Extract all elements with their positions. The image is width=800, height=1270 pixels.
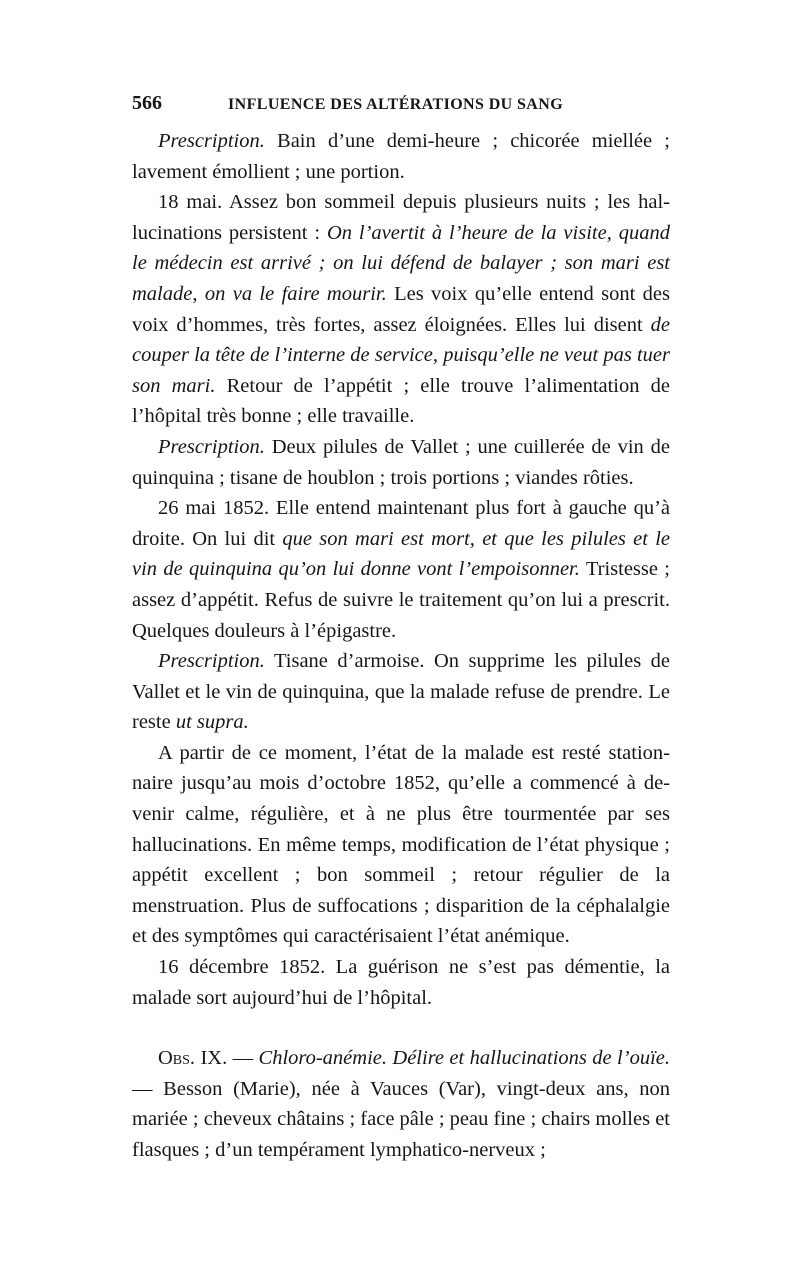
paragraph-16-decembre — [132, 952, 670, 1013]
text-segment: Les voix qu’elle entend sont des voix d’hommes, très fortes, assez éloignées. Elles lui disent — [132, 282, 670, 336]
running-title: INFLUENCE DES ALTÉRATIONS DU SANG — [228, 96, 564, 113]
text-segment: Chloro-anémie. Délire et hallucinations de l’ouïe. — [258, 1047, 670, 1070]
text-segment: Deux pilules de Vallet ; une cuillerée de vin de quinquina ; tisane de houblon ; trois portions ; viandes rôties. — [132, 435, 670, 489]
text-segment: Tisane d’armoise. On supprime les pilules de Vallet et le vin de quinquina, que la malade refuse de prendre. Le reste — [132, 650, 670, 734]
text-segment: de couper la tête de l’interne de service, puisqu’elle ne veut pas tuer son mari. — [132, 313, 670, 397]
text-segment: Retour de l’appétit ; elle trouve l’alimentation de l’hôpital très bonne ; elle travaille. — [132, 374, 670, 428]
text-segment: Prescription. — [158, 650, 265, 673]
paragraph-18-mai — [132, 187, 670, 432]
book-page — [132, 92, 670, 1166]
paragraph-a-partir — [132, 738, 670, 952]
text-segment: ut supra. — [175, 711, 249, 734]
text-segment: Prescription. — [158, 435, 265, 458]
text-segment: on va le faire mourir. — [204, 282, 387, 305]
text-segment: A partir de ce moment, l’état de la malade est resté stationnaire jusqu’au mois d’octobre 1852, qu’elle a commencé à devenir calme, régulière, et à ne plus être tourmentée par ses hallucinations. En même temps, modification de l’état physique ; appétit excellent ; bon sommeil ; retour régulier de la menstruation. Plus de suffocations ; disparition de la céphalalgie et des symptômes qui caractérisaient l’état anémique. — [132, 741, 670, 948]
paragraph-observation-ix — [132, 1043, 670, 1165]
text-segment: — Besson (Marie), née à Vauces (Var), vingt-deux ans, non mariée ; cheveux châtains ; face pâle ; peau fine ; chairs molles et flasques ; d’un tempérament lymphatico-nerveux ; — [132, 1077, 670, 1161]
paragraph-26-mai — [132, 493, 670, 646]
paragraph-prescription-1 — [132, 126, 670, 187]
text-segment: que son mari est mort, et que les pilules et le vin de quinquina qu’on lui donne vont l’empoisonner. — [132, 527, 670, 581]
running-head — [132, 92, 670, 122]
text-segment — [197, 283, 204, 305]
text-segment: 26 mai 1852. Elle entend maintenant plus fort à gauche qu’à droite. On lui dit — [132, 497, 670, 550]
text-segment: 16 décembre 1852. La guérison ne s’est pas démentie, la malade sort aujourd’hui de l’hôpital. — [132, 956, 670, 1009]
text-segment: Bain d’une demi-heure ; chicorée miellée ; lavement émollient ; une portion. — [132, 130, 670, 183]
text-segment: Tristesse ; assez d’appétit. Refus de suivre le traitement qu’on lui a prescrit. Quelques douleurs à l’épigastre. — [132, 558, 670, 642]
page-number: 566 — [132, 92, 162, 114]
text-segment: Prescription. — [158, 130, 265, 152]
text-segment: On l’avertit à l’heure de la visite, quand le médecin est arrivé ; on lui défend de balayer ; son mari est malade, — [132, 221, 670, 305]
obs-label: Obs. — [158, 1047, 196, 1070]
body-text — [132, 126, 670, 1166]
text-segment: IX. — — [195, 1047, 259, 1070]
paragraph-prescription-2 — [132, 432, 670, 493]
paragraph-prescription-3 — [132, 646, 670, 738]
text-segment: 18 mai. Assez bon sommeil depuis plusieurs nuits ; les hallucinations persistent : — [132, 191, 670, 244]
